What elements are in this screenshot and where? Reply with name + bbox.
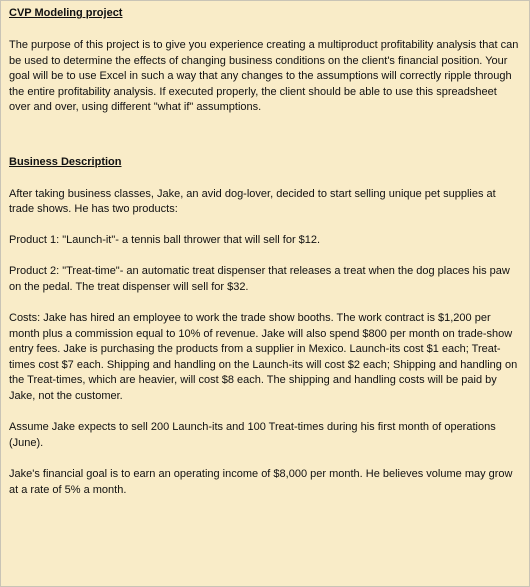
document-title: CVP Modeling project: [9, 7, 123, 19]
business-description-heading: Business Description: [9, 155, 122, 168]
product-1-paragraph: Product 1: "Launch-it"- a tennis ball thrower that will sell for $12.: [9, 233, 321, 246]
intro-paragraph: After taking business classes, Jake, an avid dog-lover, decided to start selling unique pet supplies at trade shows. He has two products:: [9, 187, 496, 215]
assumption-paragraph: Assume Jake expects to sell 200 Launch-its and 100 Treat-times during his first month of operations (June).: [9, 421, 496, 449]
product-2-paragraph: Product 2: "Treat-time"- an automatic treat dispenser that releases a treat when the dog places his paw on the pedal. The treat dispenser will sell for $32.: [9, 265, 510, 293]
purpose-paragraph: The purpose of this project is to give you experience creating a multiproduct profitability analysis that can be used to determine the effects of changing business conditions on the client's financial position. Your goal will be to use Excel in such a way that any changes to the assumptions will correctly ripple through the entire profitability analysis. If executed properly, the client should be able to use this spreadsheet over and over, using different "what if" assumptions.: [9, 39, 519, 113]
costs-paragraph: Costs: Jake has hired an employee to work the trade show booths. The work contract is $1,200 per month plus a commission equal to 10% of revenue. Jake will also spend $800 per month on trade-show entry fees. Jake is purchasing the products from a supplier in Mexico. Launch-its cost $1 each; Treat-times cost $7 each. Shipping and handling on the Launch-its will cost $2 each; Shipping and handling on the Treat-times, which are heavier, will cost $8 each. The shipping and handling costs will be paid by Jake, not the customer.: [9, 312, 518, 402]
goal-paragraph: Jake's financial goal is to earn an operating income of $8,000 per month. He believes volume may grow at a rate of 5% a month.: [9, 468, 513, 496]
